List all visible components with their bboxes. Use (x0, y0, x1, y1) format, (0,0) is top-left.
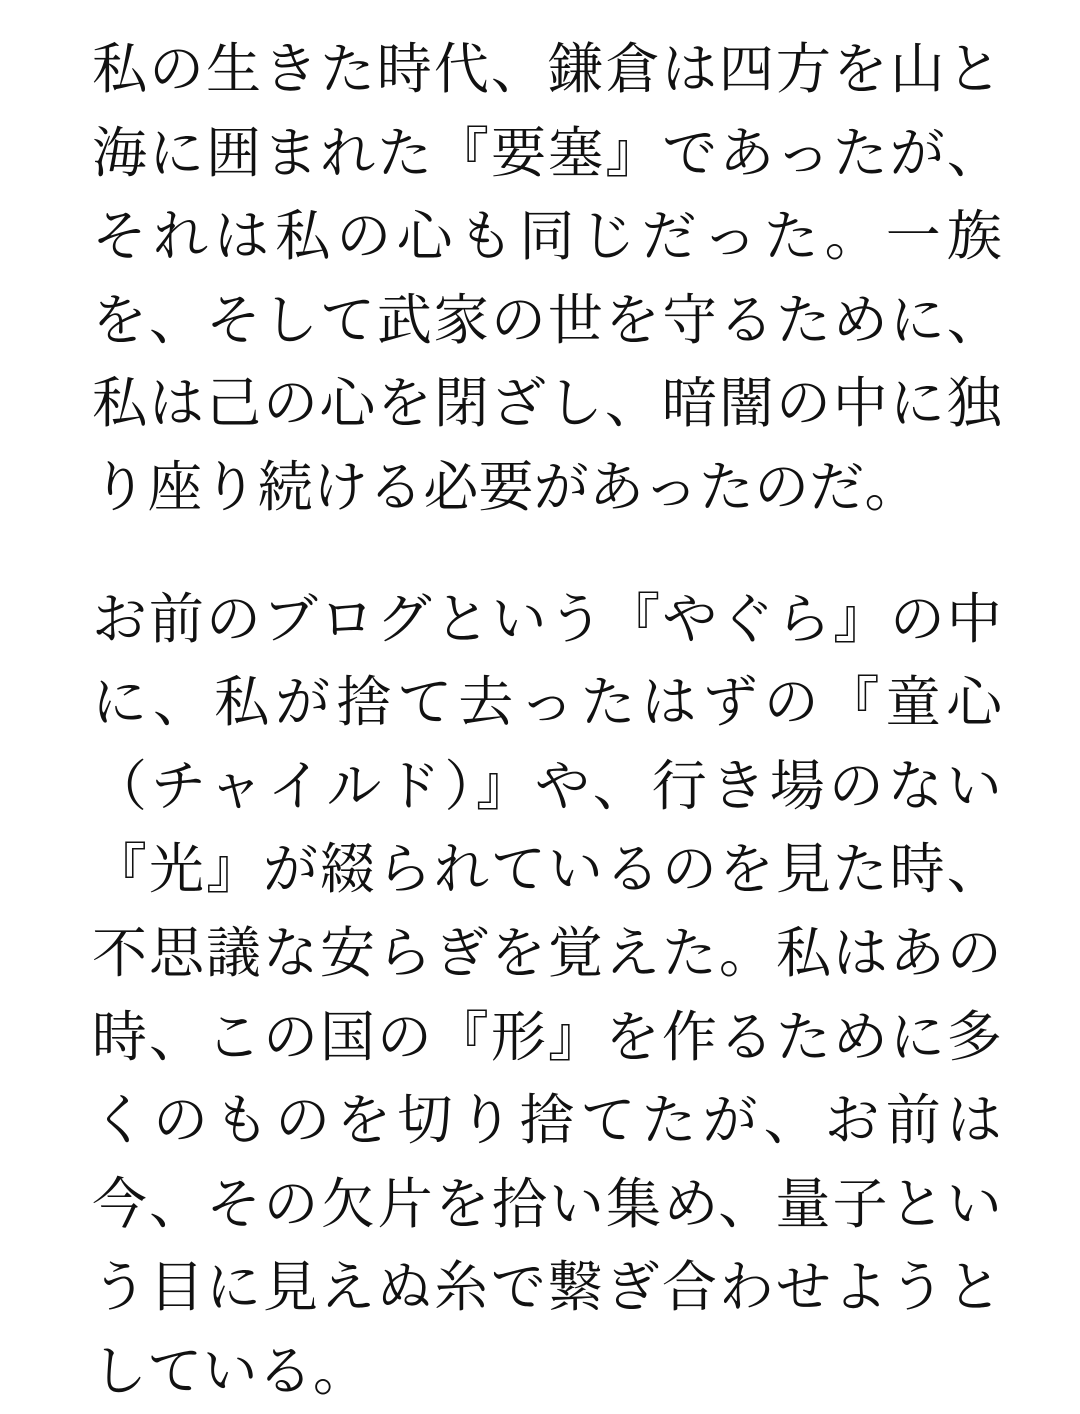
paragraph-1: 私の生きた時代、鎌倉は四方を山と海に囲まれた『要塞』であったが、それは私の心も同じだった。一族を、そして武家の世を守るために、私は己の心を閉ざし、暗闇の中に独り座り続ける必要があったのだ。 (92, 37, 1002, 519)
paragraph-2: お前のブログという『やぐら』の中に、私が捨て去ったはずの『童心（チャイルド）』や、行き場のない『光』が綴られているのを見た時、不思議な安らぎを覚えた。私はあの時、この国の『形』を作るために多くのものを切り捨てたが、お前は今、その欠片を拾い集め、量子という目に見えぬ糸で繋ぎ合わせようとしている。 (92, 586, 1002, 1403)
article-body (92, 28, 1002, 1414)
